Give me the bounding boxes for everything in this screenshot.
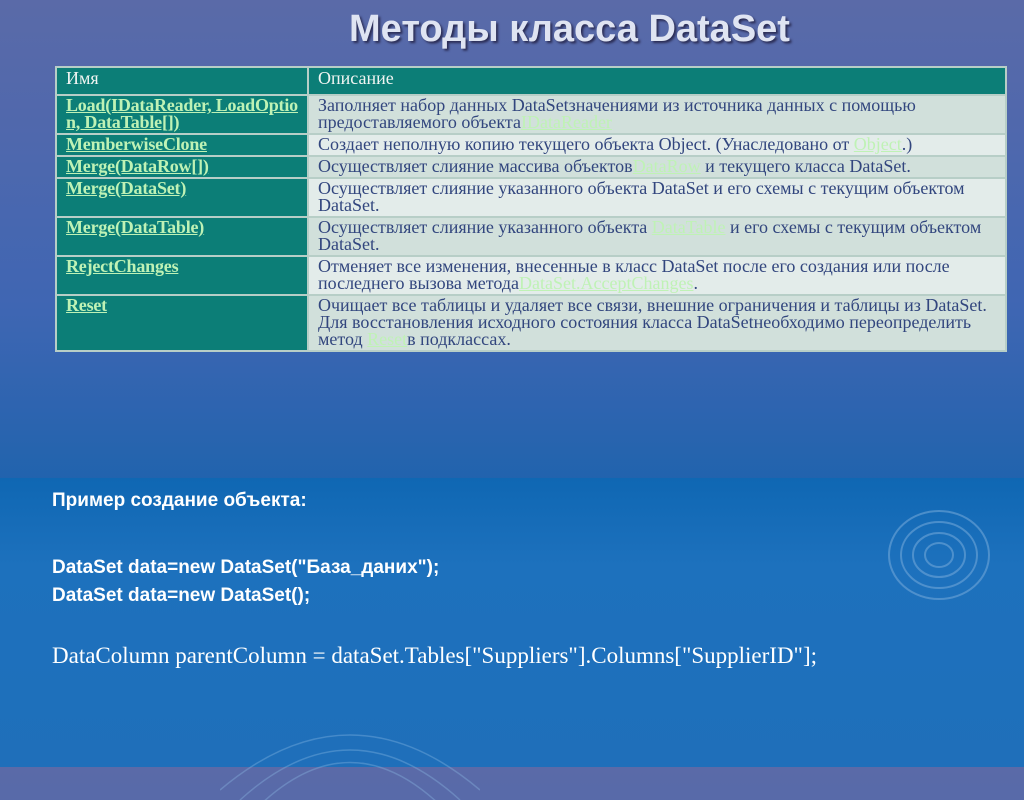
method-name-cell xyxy=(56,134,308,156)
method-link[interactable]: RejectChanges xyxy=(66,256,179,276)
table-row xyxy=(56,95,1006,134)
slide-title: Методы класса DataSet xyxy=(349,8,790,50)
table-row xyxy=(56,256,1006,295)
description-text: Создает неполную копию текущего объекта Object. (Унаследовано от xyxy=(318,134,854,154)
header-description: Описание xyxy=(308,67,1006,95)
description-link[interactable]: DataRow xyxy=(632,156,701,176)
method-name-cell xyxy=(56,178,308,217)
description-text: .) xyxy=(901,134,913,154)
method-description-cell xyxy=(308,95,1006,134)
method-description-cell xyxy=(308,295,1006,351)
method-name-cell xyxy=(56,95,308,134)
description-text: Осуществляет слияние указанного объекта DataSet и его схемы с текущим объектом DataSet. xyxy=(318,178,965,215)
method-name-cell xyxy=(56,256,308,295)
description-text: Осуществляет слияние массива объектов xyxy=(318,156,633,176)
description-text: Заполняет набор данных DataSetзначениями из источника данных с помощью предоставляемого объекта xyxy=(318,95,916,132)
method-description-cell xyxy=(308,134,1006,156)
method-link[interactable]: Merge(DataTable) xyxy=(66,217,205,237)
lower-background-band xyxy=(0,478,1024,767)
method-link[interactable]: Reset xyxy=(66,295,107,315)
description-text: . xyxy=(693,273,698,293)
description-link[interactable]: Object xyxy=(853,134,902,154)
table-row xyxy=(56,217,1006,256)
method-link[interactable]: MemberwiseClone xyxy=(66,134,207,154)
header-name: Имя xyxy=(56,67,308,95)
method-description-cell xyxy=(308,256,1006,295)
code-line-3: DataColumn parentColumn = dataSet.Tables["Suppliers"].Columns["SupplierID"]; xyxy=(52,643,817,668)
description-text: Осуществляет слияние указанного объекта xyxy=(318,217,652,237)
method-name-cell xyxy=(56,295,308,351)
description-link[interactable]: DataSet.AcceptChanges xyxy=(519,273,694,293)
method-name-cell xyxy=(56,156,308,178)
method-link[interactable]: Load(IDataReader, LoadOption, DataTable[]) xyxy=(66,95,298,132)
description-link[interactable]: DataTable xyxy=(651,217,726,237)
description-text: Очищает все таблицы и удаляет все связи, внешние ограничения и таблицы из DataSet. Для восстановления исходного состояния класса DataSetнеобходимо переопределить метод xyxy=(318,295,987,349)
ripple-decoration xyxy=(884,500,994,610)
example-label: Пример создание объекта: xyxy=(52,490,307,511)
description-link[interactable]: Reset xyxy=(367,329,408,349)
description-text: Отменяет все изменения, внесенные в класс DataSet после его создания или после последнего вызова метода xyxy=(318,256,950,293)
method-name-cell xyxy=(56,217,308,256)
code-line-2: DataSet data=new DataSet(); xyxy=(52,585,311,606)
methods-table xyxy=(55,66,1007,352)
table-header-row xyxy=(56,67,1006,95)
method-description-cell xyxy=(308,217,1006,256)
description-link[interactable]: IDataReader xyxy=(520,112,612,132)
description-text: в подклассах. xyxy=(407,329,511,349)
table-row xyxy=(56,134,1006,156)
code-line-1: DataSet data=new DataSet("База_даних"); xyxy=(52,557,440,578)
table-row xyxy=(56,156,1006,178)
table-row xyxy=(56,178,1006,217)
method-link[interactable]: Merge(DataSet) xyxy=(66,178,187,198)
method-description-cell xyxy=(308,178,1006,217)
method-link[interactable]: Merge(DataRow[]) xyxy=(66,156,209,176)
method-description-cell xyxy=(308,156,1006,178)
description-text: и текущего класса DataSet. xyxy=(700,156,911,176)
description-text: и его схемы с текущим объектом DataSet. xyxy=(318,217,982,254)
table-row xyxy=(56,295,1006,351)
